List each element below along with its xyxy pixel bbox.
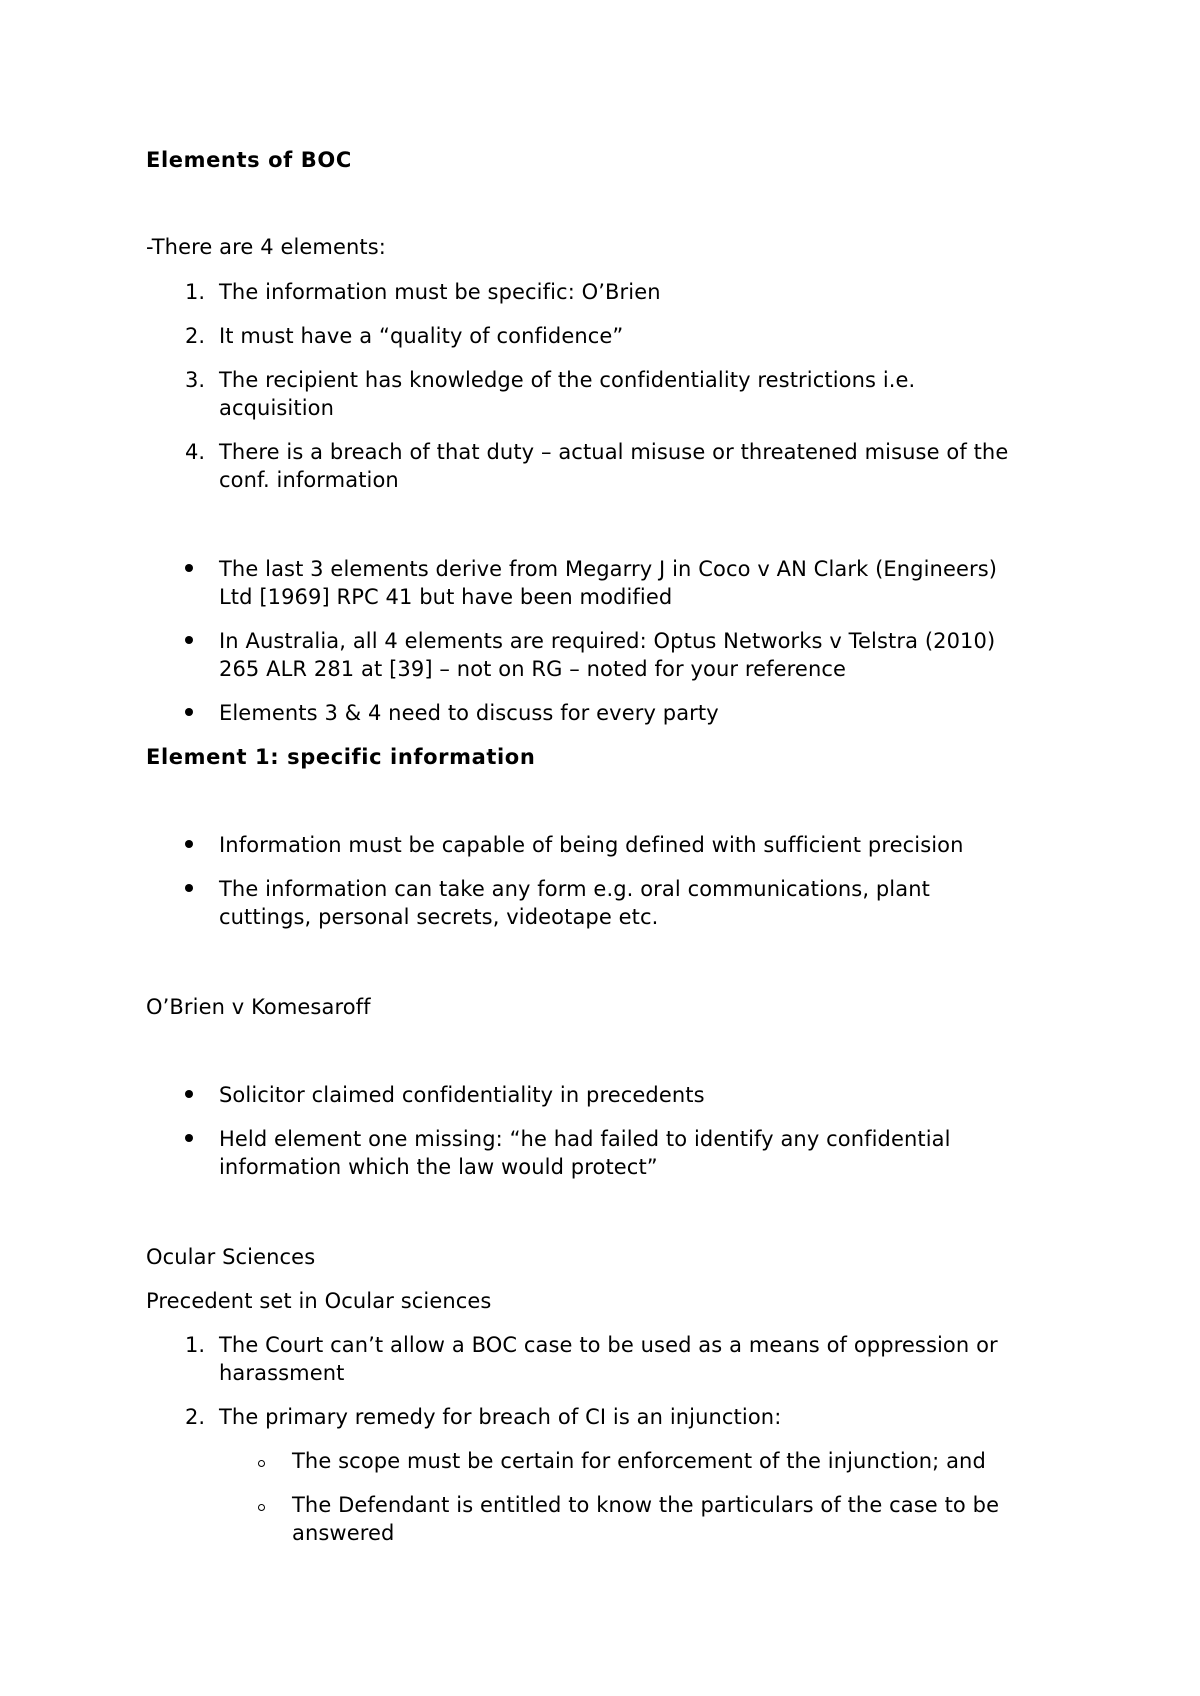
- sub-bullet-text: The Defendant is entitled to know the particulars of the case to be: [292, 1493, 1000, 1517]
- sub-bullet-text: The scope must be certain for enforcement of the injunction; and: [292, 1449, 986, 1473]
- bullet-text: 265 ALR 281 at [39] – not on RG – noted for your reference: [219, 657, 847, 681]
- section-heading-element1: Element 1: specific information: [146, 745, 536, 769]
- list-number: 2.: [184, 1405, 205, 1429]
- circle-bullet-icon: [258, 1504, 265, 1511]
- case-name-ocular: Ocular Sciences: [146, 1245, 316, 1269]
- sub-bullet-text: answered: [292, 1521, 395, 1545]
- list-item-text: The information must be specific: O’Brien: [219, 280, 661, 304]
- list-number: 4.: [184, 440, 205, 464]
- bullet-icon: [185, 636, 193, 644]
- bullet-icon: [185, 708, 193, 716]
- bullet-text: In Australia, all 4 elements are required: Optus Networks v Telstra (2010): [219, 629, 996, 653]
- bullet-text: Elements 3 & 4 need to discuss for every party: [219, 701, 719, 725]
- list-number: 3.: [184, 368, 205, 392]
- list-item-text: There is a breach of that duty – actual misuse or threatened misuse of the: [219, 440, 1009, 464]
- list-item-text: The recipient has knowledge of the confidentiality restrictions i.e.: [219, 368, 916, 392]
- list-item-text: The primary remedy for breach of CI is an injunction:: [219, 1405, 782, 1429]
- bullet-text: Held element one missing: “he had failed to identify any confidential: [219, 1127, 951, 1151]
- bullet-icon: [185, 840, 193, 848]
- intro-text: -There are 4 elements:: [146, 235, 386, 259]
- bullet-text: The last 3 elements derive from Megarry J in Coco v AN Clark (Engineers): [219, 557, 998, 581]
- list-item-text: acquisition: [219, 396, 334, 420]
- circle-bullet-icon: [258, 1460, 265, 1467]
- bullet-text: Solicitor claimed confidentiality in precedents: [219, 1083, 705, 1107]
- list-number: 1.: [184, 280, 205, 304]
- bullet-text: Information must be capable of being defined with sufficient precision: [219, 833, 964, 857]
- list-item-text: The Court can’t allow a BOC case to be used as a means of oppression or: [219, 1333, 998, 1357]
- bullet-text: cuttings, personal secrets, videotape etc.: [219, 905, 659, 929]
- bullet-icon: [185, 1134, 193, 1142]
- list-item-text: It must have a “quality of confidence”: [219, 324, 624, 348]
- list-number: 1.: [184, 1333, 205, 1357]
- bullet-text: information which the law would protect”: [219, 1155, 658, 1179]
- list-item-text: harassment: [219, 1361, 345, 1385]
- document-title: Elements of BOC: [146, 148, 352, 172]
- list-item-text: conf. information: [219, 468, 399, 492]
- bullet-icon: [185, 884, 193, 892]
- precedent-line: Precedent set in Ocular sciences: [146, 1289, 492, 1313]
- bullet-icon: [185, 1090, 193, 1098]
- bullet-text: Ltd [1969] RPC 41 but have been modified: [219, 585, 673, 609]
- bullet-text: The information can take any form e.g. oral communications, plant: [219, 877, 930, 901]
- case-name-obrien: O’Brien v Komesaroff: [146, 995, 371, 1019]
- bullet-icon: [185, 564, 193, 572]
- list-number: 2.: [184, 324, 205, 348]
